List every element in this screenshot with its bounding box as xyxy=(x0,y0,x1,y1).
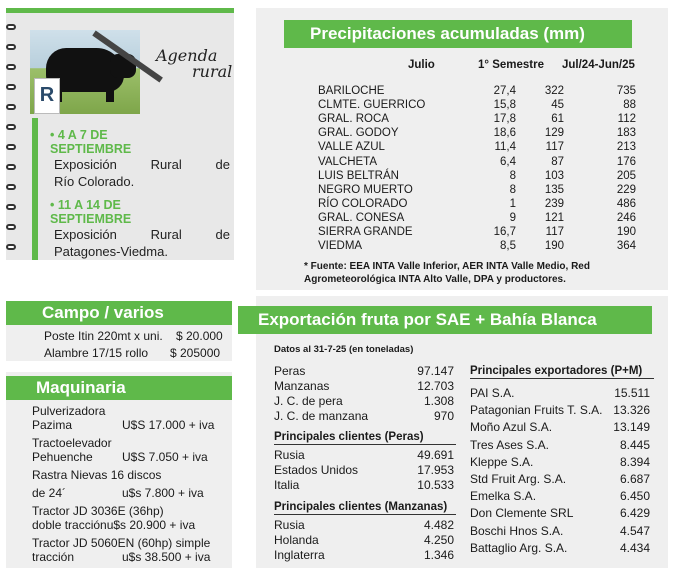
exportador-row-value: 8.394 xyxy=(619,454,650,469)
cliente-peras-row-name: Rusia xyxy=(274,448,305,462)
station-name: NEGRO MUERTO xyxy=(318,183,413,196)
maq-item-line: Pulverizadora xyxy=(32,404,106,418)
maquinaria-title: Maquinaria xyxy=(6,376,232,400)
precip-row xyxy=(318,211,648,225)
exportador-row xyxy=(470,472,650,486)
julio-value: 16,7 xyxy=(493,226,516,238)
producto-row-value: 12.703 xyxy=(417,379,454,393)
semestre-value: 117 xyxy=(545,226,564,238)
ring-icon xyxy=(6,144,16,150)
agenda-title-line2: rural xyxy=(192,62,233,81)
exportador-row-value: 13.326 xyxy=(613,403,650,418)
semestre-value: 322 xyxy=(544,85,564,97)
campo-title: Campo / varios xyxy=(6,301,232,325)
producto-row-value: 97.147 xyxy=(417,364,454,378)
campo-item-label: Poste Itin 220mt x uni. xyxy=(44,329,163,343)
campo-item-label: Alambre 17/15 rollo xyxy=(44,346,149,360)
exportador-row-name: Don Clemente SRL xyxy=(470,506,574,521)
cliente-peras-row xyxy=(274,463,454,477)
maq-item-line: Pehuenche xyxy=(32,450,93,464)
exportador-row xyxy=(470,541,650,555)
ring-icon xyxy=(6,84,16,90)
producto-row xyxy=(274,364,454,378)
ring-icon xyxy=(6,204,16,210)
ring-icon xyxy=(6,184,16,190)
semestre-value: 129 xyxy=(544,127,564,140)
anual-value: 183 xyxy=(616,127,636,140)
exportador-row-name: Boschi Hnos S.A. xyxy=(470,523,564,538)
julio-value: 8 xyxy=(509,183,516,196)
producto-row-name: Manzanas xyxy=(274,379,330,393)
maq-item-line: doble tracciónu$s 20.900 + iva xyxy=(32,518,196,532)
cliente-manzanas-row-value: 4.482 xyxy=(423,518,454,532)
station-name: CLMTE. GUERRICO xyxy=(318,99,426,112)
logo-icon: R xyxy=(34,78,60,114)
exportador-row xyxy=(470,420,650,434)
ring-icon xyxy=(6,224,16,230)
col-header-julio: Julio xyxy=(408,59,435,71)
producto-row xyxy=(274,394,454,408)
semestre-value: 135 xyxy=(544,183,564,196)
cliente-manzanas-row-name: Holanda xyxy=(274,533,319,547)
anual-value: 190 xyxy=(616,226,636,238)
agenda-rural-panel xyxy=(6,8,234,260)
exportador-row xyxy=(470,386,650,400)
maq-item-line: Tractoelevador xyxy=(32,436,112,450)
producto-row-value: 970 xyxy=(433,409,454,423)
exportador-row-name: Patagonian Fruits T. S.A. xyxy=(470,403,603,418)
event-date: SEPTIEMBRE xyxy=(50,212,132,226)
event-text: Exposición Rural de xyxy=(54,157,230,172)
anual-value: 205 xyxy=(616,169,636,182)
precip-footnote xyxy=(304,260,654,286)
cliente-manzanas-row-value: 1.346 xyxy=(423,548,454,562)
cliente-manzanas-row-name: Rusia xyxy=(274,518,305,532)
semestre-value: 87 xyxy=(551,155,564,168)
event-text: Exposición Rural de xyxy=(54,227,230,242)
cliente-peras-row-name: Estados Unidos xyxy=(274,463,359,477)
station-name: GRAL. ROCA xyxy=(318,113,389,126)
footnote-line: * Fuente: EEA INTA Valle Inferior, AER INTA Valle Medio, Red xyxy=(304,261,590,272)
station-name: LUIS BELTRÁN xyxy=(318,169,399,182)
anual-value: 88 xyxy=(623,99,636,112)
exportador-row-name: PAI S.A. xyxy=(470,386,515,400)
precipitaciones-panel xyxy=(256,8,668,290)
event-date: SEPTIEMBRE xyxy=(50,142,132,156)
exportador-row-value: 6.687 xyxy=(619,472,650,486)
exportador-row-name: Moño Azul S.A. xyxy=(470,420,553,435)
precip-row xyxy=(318,225,648,239)
cliente-manzanas-row xyxy=(274,518,454,532)
bull-leg-icon xyxy=(106,84,114,102)
producto-row-name: Peras xyxy=(274,364,306,378)
precip-row xyxy=(318,183,648,197)
julio-value: 15,8 xyxy=(493,99,516,112)
expo-subtitle: Datos al 31-7-25 (en toneladas) xyxy=(274,344,414,355)
exportador-row xyxy=(470,524,650,538)
semestre-value: 239 xyxy=(544,197,564,210)
exportadores-title: Principales exportadores (P+M) xyxy=(470,364,654,379)
producto-row xyxy=(274,409,454,423)
expo-title: Exportación fruta por SAE + Bahía Blanca xyxy=(238,306,652,334)
cliente-peras-row-value: 17.953 xyxy=(417,463,454,477)
event-date: • 11 A 14 DE xyxy=(50,198,121,212)
cliente-peras-row xyxy=(274,448,454,462)
precip-row xyxy=(318,169,648,183)
exportador-row-name: Std Fruit Arg. S.A. xyxy=(470,472,567,486)
exportador-row-value: 15.511 xyxy=(614,386,650,400)
semestre-value: 45 xyxy=(551,99,564,112)
anual-value: 735 xyxy=(616,85,636,97)
julio-value: 27,4 xyxy=(493,85,516,97)
cliente-manzanas-row-name: Inglaterra xyxy=(274,548,325,562)
cliente-manzanas-row-value: 4.250 xyxy=(423,533,454,547)
semestre-value: 121 xyxy=(544,211,564,224)
exportador-row-value: 13.149 xyxy=(613,420,650,435)
station-name: GRAL. CONESA xyxy=(318,211,405,224)
exportador-row xyxy=(470,489,650,503)
julio-value: 8,5 xyxy=(500,240,516,253)
julio-value: 8 xyxy=(509,169,516,182)
producto-row-name: J. C. de manzana xyxy=(274,409,369,423)
julio-value: 17,8 xyxy=(493,113,516,126)
exportador-row-name: Emelka S.A. xyxy=(470,489,537,504)
campo-varios-panel xyxy=(6,298,232,362)
maq-item-line: Rastra Nievas 16 discos xyxy=(32,468,162,482)
col-header-anual: Jul/24-Jun/25 xyxy=(562,59,635,71)
event-date: • 4 A 7 DE xyxy=(50,128,108,142)
exportador-row xyxy=(470,438,650,452)
exportador-row xyxy=(470,403,650,417)
julio-value: 6,4 xyxy=(500,155,516,168)
precip-row xyxy=(318,155,648,169)
exportador-row xyxy=(470,455,650,469)
julio-value: 18,6 xyxy=(493,127,516,140)
anual-value: 176 xyxy=(616,155,636,168)
semestre-value: 190 xyxy=(544,240,564,253)
cliente-peras-row-value: 49.691 xyxy=(417,448,454,462)
station-name: RÍO COLORADO xyxy=(318,197,408,210)
agenda-green-strip xyxy=(32,118,38,260)
anual-value: 486 xyxy=(616,197,636,210)
producto-row xyxy=(274,379,454,393)
campo-item-price: $ 20.000 xyxy=(176,329,223,343)
ring-icon xyxy=(6,124,16,130)
ring-icon xyxy=(6,244,16,250)
anual-value: 246 xyxy=(616,211,636,224)
cliente-peras-row-value: 10.533 xyxy=(417,478,454,492)
precip-row xyxy=(318,112,648,126)
anual-value: 213 xyxy=(616,141,636,154)
event-text: Patagones-Viedma. xyxy=(54,244,168,259)
agenda-top-bar xyxy=(6,8,234,13)
ring-icon xyxy=(6,44,16,50)
precip-row xyxy=(318,126,648,140)
anual-value: 229 xyxy=(616,183,636,196)
notebook-rings xyxy=(6,24,20,264)
semestre-value: 61 xyxy=(551,113,564,126)
maq-item-price: U$S 17.000 + iva xyxy=(122,418,215,432)
exportador-row-name: Kleppe S.A. xyxy=(470,454,534,469)
cliente-peras-row xyxy=(274,478,454,492)
producto-row-value: 1.308 xyxy=(423,394,454,408)
cliente-manzanas-row xyxy=(274,533,454,547)
maq-item-line: tracción xyxy=(32,550,75,564)
julio-value: 9 xyxy=(509,211,516,224)
station-name: VIEDMA xyxy=(318,240,363,253)
producto-row-name: J. C. de pera xyxy=(274,394,343,408)
exportador-row-value: 8.445 xyxy=(619,437,650,452)
exportador-row-value: 4.434 xyxy=(619,540,650,555)
event-text: Río Colorado. xyxy=(54,174,135,189)
precip-title: Precipitaciones acumuladas (mm) xyxy=(284,20,632,48)
cliente-peras-row-name: Italia xyxy=(274,478,300,492)
maq-item-price: U$S 7.050 + iva xyxy=(122,450,208,464)
campo-item-price: $ 205000 xyxy=(170,346,221,360)
agenda-title: Agenda xyxy=(156,46,218,65)
julio-value: 11,4 xyxy=(494,141,516,154)
clientes-peras-title: Principales clientes (Peras) xyxy=(274,430,456,445)
ring-icon xyxy=(6,64,16,70)
julio-value: 1 xyxy=(509,197,516,210)
station-name: VALLE AZUL xyxy=(318,141,385,154)
maquinaria-panel xyxy=(6,372,232,568)
maq-item-line: Tractor JD 3036E (36hp) xyxy=(32,504,164,518)
station-name: BARILOCHE xyxy=(318,85,385,97)
maq-item-line: de 24´ xyxy=(32,486,67,500)
exportacion-panel xyxy=(256,296,668,568)
maq-item-line: Pazima xyxy=(32,418,73,432)
station-name: GRAL. GODOY xyxy=(318,127,399,140)
precip-row xyxy=(318,197,648,211)
exportador-row-value: 6.450 xyxy=(619,489,650,504)
ring-icon xyxy=(6,24,16,30)
exportador-row-name: Battaglio Arg. S.A. xyxy=(470,540,568,555)
footnote-line: Agrometeorológica INTA Alto Valle, DPA y productores. xyxy=(304,274,566,285)
exportador-row-name: Tres Ases S.A. xyxy=(470,437,549,452)
semestre-value: 103 xyxy=(544,169,564,182)
col-header-semestre: 1° Semestre xyxy=(478,59,544,71)
exportador-row-value: 6.429 xyxy=(619,506,650,521)
exportador-row-value: 4.547 xyxy=(619,523,650,538)
cliente-manzanas-row xyxy=(274,548,454,562)
anual-value: 364 xyxy=(616,240,636,253)
precip-row xyxy=(318,84,648,98)
ring-icon xyxy=(6,164,16,170)
maq-item-price: u$s 38.500 + iva xyxy=(122,550,211,564)
station-name: SIERRA GRANDE xyxy=(318,226,413,238)
precip-row xyxy=(318,140,648,154)
clientes-manzanas-title: Principales clientes (Manzanas) xyxy=(274,500,456,515)
exportador-row xyxy=(470,506,650,520)
maq-item-price: u$s 7.800 + iva xyxy=(122,486,204,500)
precip-row xyxy=(318,239,648,253)
maq-item-line: Tractor JD 5060EN (60hp) simple xyxy=(32,536,211,550)
anual-value: 112 xyxy=(617,113,636,126)
semestre-value: 117 xyxy=(545,141,564,154)
precip-row xyxy=(318,98,648,112)
station-name: VALCHETA xyxy=(318,155,378,168)
ring-icon xyxy=(6,104,16,110)
